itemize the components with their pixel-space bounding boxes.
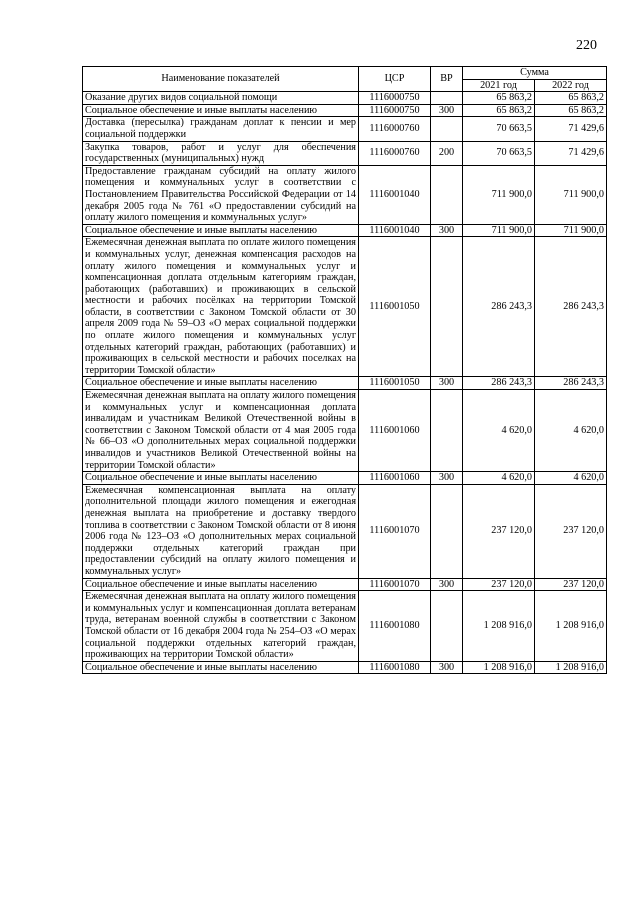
row-name-cell: Ежемесячная денежная выплата на оплату жилого помещения и коммунальных услуг и компенсационная доплата инвалидам и участникам Великой Отечественной войны в соответствии с Законом Томской области от 4 мая 2005 года № 66–ОЗ «О дополнительных мерах социальной поддержки инвалидов и участников Великой Отечественной войны на территории Томской области» (83, 390, 359, 472)
row-2021-cell: 65 863,2 (463, 92, 535, 105)
row-name-cell: Социальное обеспечение и иные выплаты населению (83, 472, 359, 485)
page-number: 220 (576, 38, 597, 53)
table-row (83, 661, 607, 674)
header-year-2022: 2022 год (535, 79, 607, 92)
row-2021-cell: 70 663,5 (463, 117, 535, 141)
row-2022-cell: 65 863,2 (535, 104, 607, 117)
table-row (83, 237, 607, 377)
row-2022-cell: 4 620,0 (535, 390, 607, 472)
row-2022-cell: 237 120,0 (535, 578, 607, 591)
table-body (83, 92, 607, 674)
table-row (83, 117, 607, 141)
row-2021-cell: 4 620,0 (463, 390, 535, 472)
row-2022-cell: 711 900,0 (535, 224, 607, 237)
budget-table (82, 66, 607, 674)
row-2022-cell: 1 208 916,0 (535, 661, 607, 674)
table-row (83, 377, 607, 390)
row-vr-cell (431, 237, 463, 377)
table-row (83, 224, 607, 237)
row-name-cell: Ежемесячная денежная выплата по оплате жилого помещения и коммунальных услуг, денежная компенсация расходов на оплату жилого помещения и коммунальных услуг и компенсационная доплата отдельным категориям граждан, работающих (работавших) и проживающих в сельской местности и рабочих посёлках на территории Томской области, в соответствии с Законом Томской области от 30 апреля 2009 года № 59–ОЗ «О мерах социальной поддержки по оплате жилого помещения и коммунальных услуг отдельных категорий граждан, работающих (работавших) и проживающих в сельской местности и рабочих поселках на территории Томской области» (83, 237, 359, 377)
row-vr-cell (431, 484, 463, 578)
row-csr-cell: 1116001060 (359, 472, 431, 485)
row-name-cell: Ежемесячная денежная выплата на оплату жилого помещения и коммунальных услуг и компенсационная доплата ветеранам труда, ветеранам военной службы в соответствии с Законом Томской области от 16 декабря 2004 года № 254–ОЗ «О мерах социальной поддержки отдельных категорий граждан, проживающих на территории Томской области» (83, 591, 359, 662)
row-csr-cell: 1116001040 (359, 165, 431, 224)
row-2021-cell: 4 620,0 (463, 472, 535, 485)
row-2021-cell: 286 243,3 (463, 237, 535, 377)
row-name-cell: Социальное обеспечение и иные выплаты населению (83, 377, 359, 390)
row-csr-cell: 1116001050 (359, 237, 431, 377)
row-csr-cell: 1116001070 (359, 484, 431, 578)
table-row (83, 390, 607, 472)
row-vr-cell: 300 (431, 224, 463, 237)
table-row (83, 104, 607, 117)
row-2021-cell: 237 120,0 (463, 578, 535, 591)
row-name-cell: Закупка товаров, работ и услуг для обеспечения государственных (муниципальных) нужд (83, 141, 359, 165)
header-year-2021: 2021 год (463, 79, 535, 92)
table-row (83, 578, 607, 591)
row-vr-cell: 300 (431, 377, 463, 390)
row-csr-cell: 1116001040 (359, 224, 431, 237)
table-row (83, 141, 607, 165)
row-2022-cell: 711 900,0 (535, 165, 607, 224)
row-vr-cell (431, 92, 463, 105)
row-name-cell: Доставка (пересылка) гражданам доплат к пенсии и мер социальной поддержки (83, 117, 359, 141)
row-vr-cell (431, 117, 463, 141)
row-vr-cell: 300 (431, 578, 463, 591)
row-vr-cell (431, 165, 463, 224)
row-2021-cell: 1 208 916,0 (463, 591, 535, 662)
row-csr-cell: 1116001080 (359, 661, 431, 674)
row-2022-cell: 1 208 916,0 (535, 591, 607, 662)
row-2022-cell: 71 429,6 (535, 117, 607, 141)
row-vr-cell (431, 390, 463, 472)
row-2021-cell: 711 900,0 (463, 165, 535, 224)
table-row (83, 472, 607, 485)
row-csr-cell: 1116000750 (359, 92, 431, 105)
row-vr-cell: 300 (431, 661, 463, 674)
row-csr-cell: 1116001070 (359, 578, 431, 591)
row-vr-cell: 300 (431, 104, 463, 117)
row-2022-cell: 4 620,0 (535, 472, 607, 485)
row-name-cell: Предоставление гражданам субсидий на оплату жилого помещения и коммунальных услуг в соответствии с Постановлением Правительства Российской Федерации от 14 декабря 2005 года № 761 «О предоставлении субсидий на оплату жилого помещения и коммунальных услуг» (83, 165, 359, 224)
row-csr-cell: 1116000750 (359, 104, 431, 117)
header-sum: Сумма (463, 67, 607, 80)
row-name-cell: Ежемесячная компенсационная выплата на оплату дополнительной площади жилого помещения и ежегодная денежная выплата на приобретение и доставку твердого топлива в соответствии с Законом Томской области от 8 июня 2006 года № 123–ОЗ «О дополнительных мерах социальной поддержки отдельных категорий граждан при предоставлении субсидий на оплату жилого помещения и коммунальных услуг» (83, 484, 359, 578)
row-vr-cell: 300 (431, 472, 463, 485)
header-vr: ВР (431, 67, 463, 92)
row-2022-cell: 286 243,3 (535, 237, 607, 377)
table-row (83, 92, 607, 105)
row-vr-cell: 200 (431, 141, 463, 165)
row-csr-cell: 1116001050 (359, 377, 431, 390)
row-2021-cell: 237 120,0 (463, 484, 535, 578)
row-name-cell: Социальное обеспечение и иные выплаты населению (83, 224, 359, 237)
row-name-cell: Социальное обеспечение и иные выплаты населению (83, 578, 359, 591)
row-2022-cell: 71 429,6 (535, 141, 607, 165)
row-csr-cell: 1116000760 (359, 117, 431, 141)
row-csr-cell: 1116001060 (359, 390, 431, 472)
table-header-row (83, 67, 607, 80)
table-row (83, 591, 607, 662)
row-2022-cell: 286 243,3 (535, 377, 607, 390)
row-vr-cell (431, 591, 463, 662)
header-name: Наименование показателей (83, 67, 359, 92)
row-2021-cell: 286 243,3 (463, 377, 535, 390)
row-2021-cell: 65 863,2 (463, 104, 535, 117)
header-csr: ЦСР (359, 67, 431, 92)
row-2021-cell: 711 900,0 (463, 224, 535, 237)
table-row (83, 165, 607, 224)
row-2022-cell: 65 863,2 (535, 92, 607, 105)
row-2022-cell: 237 120,0 (535, 484, 607, 578)
row-csr-cell: 1116001080 (359, 591, 431, 662)
row-2021-cell: 70 663,5 (463, 141, 535, 165)
row-name-cell: Оказание других видов социальной помощи (83, 92, 359, 105)
row-name-cell: Социальное обеспечение и иные выплаты населению (83, 661, 359, 674)
row-name-cell: Социальное обеспечение и иные выплаты населению (83, 104, 359, 117)
table-row (83, 484, 607, 578)
row-2021-cell: 1 208 916,0 (463, 661, 535, 674)
row-csr-cell: 1116000760 (359, 141, 431, 165)
